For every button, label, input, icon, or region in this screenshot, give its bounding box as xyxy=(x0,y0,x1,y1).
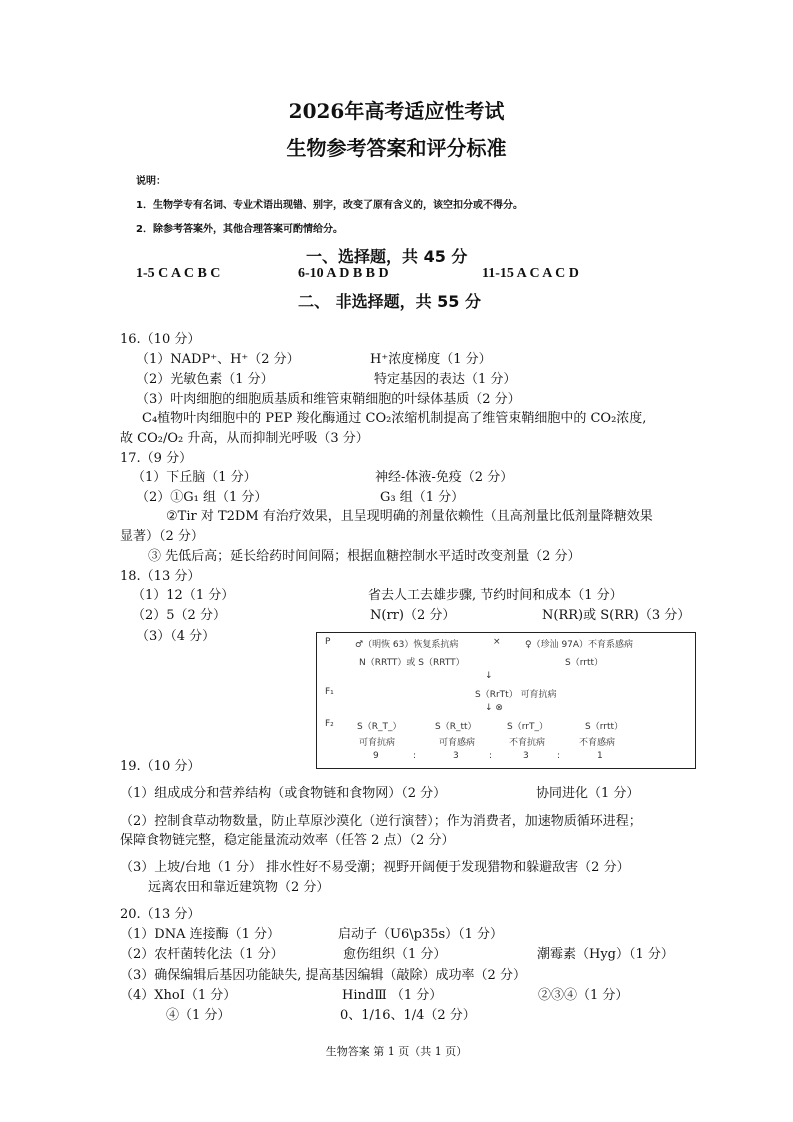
q19-answer-5: 远离农田和靠近建筑物（2 分） xyxy=(148,880,330,895)
section1-title: 一、选择题，共 45 分 xyxy=(306,247,468,266)
diagram-ratio-1: 9 xyxy=(373,751,379,761)
q20-heading: 20.（13 分） xyxy=(120,907,201,922)
q17-answer-1b: 神经-体液-免疫（2 分） xyxy=(375,470,514,485)
diagram-p-cross: × xyxy=(493,637,501,647)
diagram-ratio-4: 1 xyxy=(597,751,603,761)
mc-answers-1-5: 1-5 C A C B C xyxy=(136,266,221,281)
q17-answer-3: ②Tir 对 T2DM 有治疗效果，且呈现明确的剂量依赖性（且高剂量比低剂量降糖效果 xyxy=(166,509,653,524)
diagram-arrow-1: ↓ xyxy=(485,671,493,681)
note-item-1: 1．生物学专有名词、专业术语出现错、别字，改变了原有含义的，该空扣分或不得分。 xyxy=(136,200,523,211)
genetic-cross-diagram xyxy=(316,632,696,769)
section2-title: 二、 非选择题，共 55 分 xyxy=(298,292,481,311)
q18-answer-3: （3）（4 分） xyxy=(136,629,216,644)
diagram-ratio-colon-3: : xyxy=(557,751,561,761)
diagram-f2-phenotype-1: 可育抗病 xyxy=(359,738,396,748)
q16-answer-3: （3）叶肉细胞的细胞质基质和维管束鞘细胞的叶绿体基质（2 分） xyxy=(136,392,521,407)
q17-answer-2: （2）①G₁ 组（1 分） xyxy=(136,490,268,505)
q17-answer-5: ③ 先低后高；延长给药时间间隔；根据血糖控制水平适时改变剂量（2 分） xyxy=(148,549,581,564)
q20-answer-2: （2）农杆菌转化法（1 分） xyxy=(120,947,284,962)
q18-answer-1b: 省去人工去雄步骤, 节约时间和成本（1 分） xyxy=(368,588,623,603)
q20-answer-5b: 0、1/16、1/4（2 分） xyxy=(340,1008,476,1023)
q19-answer-1b: 协同进化（1 分） xyxy=(536,786,640,801)
diagram-f2-genotype-1: S（R_T_） xyxy=(357,722,402,732)
document-subtitle: 生物参考答案和评分标准 xyxy=(286,136,507,160)
q19-heading: 19.（10 分） xyxy=(120,759,201,774)
diagram-ratio-3: 3 xyxy=(523,751,529,761)
q20-answer-1b: 启动子（U6\p35s）（1 分） xyxy=(338,927,504,942)
diagram-f2-phenotype-2: 可育感病 xyxy=(439,738,476,748)
diagram-p-female-genotype: S（rrtt） xyxy=(565,658,604,668)
diagram-p-male: ♂（明恢 63）恢复系抗病 xyxy=(355,640,459,650)
q16-answer-4: C₄植物叶肉细胞中的 PEP 羧化酶通过 CO₂浓缩机制提高了维管束鞘细胞中的 CO₂浓度, xyxy=(142,411,647,426)
diagram-f1-genotype: S（RrTt） 可育抗病 xyxy=(475,690,557,700)
notes-label: 说明： xyxy=(136,176,166,187)
q20-answer-2c: 潮霉素（Hyg）（1 分） xyxy=(537,947,674,962)
q17-heading: 17.（9 分） xyxy=(120,451,193,466)
diagram-p-label: P xyxy=(325,637,331,647)
diagram-ratio-2: 3 xyxy=(453,751,459,761)
q19-answer-4: （3）上坡/台地（1 分） 排水性好不易受潮；视野开阔便于发现猎物和躲避敌害（2 分） xyxy=(120,860,630,875)
diagram-f2-genotype-2: S（R_tt） xyxy=(435,722,477,732)
q20-answer-5: ④（1 分） xyxy=(166,1008,231,1023)
q20-answer-2b: 愈伤组织（1 分） xyxy=(343,947,447,962)
note-item-2: 2．除参考答案外，其他合理答案可酌情给分。 xyxy=(136,224,343,235)
q17-answer-2b: G₃ 组（1 分） xyxy=(380,490,465,505)
q18-heading: 18.（13 分） xyxy=(120,569,201,584)
q20-answer-4: （4）XhoⅠ（1 分） xyxy=(120,988,237,1003)
diagram-arrow-2: ↓ ⊗ xyxy=(485,703,503,713)
diagram-ratio-colon-2: : xyxy=(489,751,493,761)
q19-answer-1: （1）组成成分和营养结构（或食物链和食物网）（2 分） xyxy=(120,786,447,801)
q16-answer-2: （2）光敏色素（1 分） xyxy=(136,372,274,387)
q19-answer-2: （2）控制食草动物数量，防止草原沙漠化（逆行演替）；作为消费者，加速物质循环进程； xyxy=(120,814,642,829)
q18-answer-1: （1）12（1 分） xyxy=(132,588,235,603)
mc-answers-11-15: 11-15 A C A C D xyxy=(482,266,579,281)
q19-answer-3: 保障食物链完整，稳定能量流动效率（任答 2 点）（2 分） xyxy=(120,833,455,848)
q16-heading: 16.（10 分） xyxy=(120,332,201,347)
diagram-ratio-colon-1: : xyxy=(413,751,417,761)
q17-answer-1: （1）下丘脑（1 分） xyxy=(132,470,257,485)
q16-answer-2b: 特定基因的表达（1 分） xyxy=(374,372,517,387)
q16-answer-1b: H⁺浓度梯度（1 分） xyxy=(370,352,492,367)
q20-answer-3: （3）确保编辑后基因功能缺失, 提高基因编辑（敲除）成功率（2 分） xyxy=(120,968,526,983)
document-title: 2026年高考适应性考试 xyxy=(288,99,505,123)
q18-answer-2b: N(rr)（2 分） xyxy=(370,608,456,623)
q18-answer-2c: N(RR)或 S(RR)（3 分） xyxy=(542,608,691,623)
q16-answer-5: 故 CO₂/O₂ 升高，从而抑制光呼吸（3 分） xyxy=(120,431,369,446)
diagram-f2-phenotype-4: 不育感病 xyxy=(579,738,616,748)
diagram-f2-genotype-4: S（rrtt） xyxy=(585,722,624,732)
q20-answer-4c: ②③④（1 分） xyxy=(538,988,629,1003)
diagram-p-female: ♀（珍汕 97A）不育系感病 xyxy=(525,640,634,650)
q20-answer-1: （1）DNA 连接酶（1 分） xyxy=(120,927,280,942)
diagram-f1-label: F₁ xyxy=(325,687,334,697)
diagram-p-male-genotype: N（RRTT）或 S（RRTT） xyxy=(359,658,465,668)
page-footer: 生物答案 第 1 页（共 1 页） xyxy=(325,1045,468,1058)
diagram-f2-genotype-3: S（rrT_） xyxy=(507,722,548,732)
q20-answer-4b: HindⅢ （1 分） xyxy=(342,988,443,1003)
q16-answer-1: （1）NADP⁺、H⁺（2 分） xyxy=(136,352,300,367)
q17-answer-4: 显著）（2 分） xyxy=(120,529,204,544)
diagram-f2-label: F₂ xyxy=(325,719,334,729)
q18-answer-2: （2）5（2 分） xyxy=(132,608,226,623)
mc-answers-6-10: 6-10 A D B B D xyxy=(298,266,389,281)
diagram-f2-phenotype-3: 不育抗病 xyxy=(509,738,546,748)
